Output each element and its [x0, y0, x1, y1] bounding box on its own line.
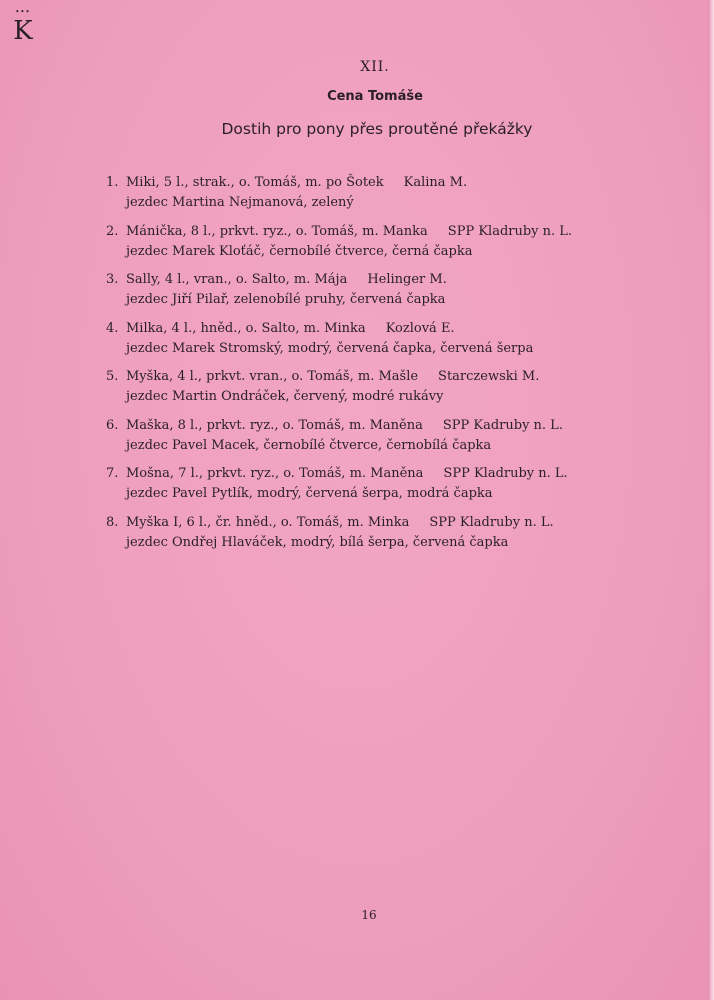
- entry-number: 6.: [106, 417, 119, 433]
- entry-horse: Milka, 4 l., hněd., o. Salto, m. Minka: [126, 320, 366, 336]
- entry-rider: jezdec Ondřej Hlaváček, modrý, bílá šerpa, červená čapka: [126, 534, 509, 550]
- entry-list: [106, 173, 666, 561]
- entry-horse: Myška I, 6 l., čr. hněd., o. Tomáš, m. Minka: [126, 514, 410, 530]
- entry-horse: Sally, 4 l., vran., o. Salto, m. Mája: [126, 272, 348, 287]
- entry-rider: jezdec Marek Stromský, modrý, červená čapka, červená šerpa: [126, 340, 534, 356]
- logo-letter: K: [13, 16, 33, 46]
- race-number: XII.: [360, 59, 390, 75]
- entry-owner: SPP Kladruby n. L.: [429, 514, 554, 530]
- entry-owner: SPP Kladruby n. L.: [443, 466, 568, 481]
- entry-item: [106, 464, 666, 504]
- race-title: Cena Tomáše: [327, 89, 423, 104]
- entry-item: [106, 367, 666, 407]
- archive-logo: [10, 8, 36, 50]
- entry-number: 4.: [106, 320, 119, 336]
- entry-rider: jezdec Martina Nejmanová, zelený: [126, 195, 354, 210]
- entry-item: [106, 319, 666, 359]
- entry-number: 1.: [106, 175, 119, 190]
- entry-horse: Mánička, 8 l., prkvt. ryz., o. Tomáš, m. Manka: [126, 223, 428, 239]
- entry-owner: Starczewski M.: [438, 369, 540, 384]
- entry-rider: jezdec Pavel Pytlík, modrý, červená šerpa, modrá čapka: [126, 486, 493, 501]
- entry-item: [106, 270, 666, 310]
- logo-dots: •••: [15, 8, 31, 16]
- entry-rider: jezdec Pavel Macek, černobílé čtverce, černobílá čapka: [126, 437, 492, 453]
- entry-number: 7.: [106, 466, 119, 481]
- entry-horse: Miki, 5 l., strak., o. Tomáš, m. po Šotek: [126, 175, 384, 190]
- entry-rider: jezdec Martin Ondráček, červený, modré rukávy: [126, 389, 444, 404]
- entry-owner: SPP Kadruby n. L.: [442, 417, 563, 433]
- page-edge: [708, 0, 714, 1000]
- entry-horse: Mošna, 7 l., prkvt. ryz., o. Tomáš, m. Maněna: [126, 466, 424, 481]
- race-subtitle: Dostih pro pony přes proutěné překážky: [221, 120, 533, 138]
- entry-number: 5.: [106, 369, 119, 384]
- entry-number: 8.: [106, 514, 119, 530]
- entry-horse: Myška, 4 l., prkvt. vran., o. Tomáš, m. Mašle: [126, 369, 419, 384]
- entry-owner: Kozlová E.: [385, 320, 455, 336]
- entry-rider: jezdec Jiří Pilař, zelenobílé pruhy, červená čapka: [126, 292, 446, 307]
- entry-owner: Helinger M.: [367, 272, 447, 287]
- entry-number: 3.: [106, 272, 119, 287]
- entry-owner: SPP Kladruby n. L.: [447, 223, 573, 239]
- entry-item: [106, 416, 666, 456]
- entry-item: [106, 513, 666, 553]
- page-number: 16: [361, 908, 377, 922]
- entry-rider: jezdec Marek Kloťáč, černobílé čtverce, černá čapka: [126, 243, 473, 259]
- entry-item: [106, 222, 666, 262]
- entry-horse: Maška, 8 l., prkvt. ryz., o. Tomáš, m. Maněna: [126, 417, 423, 433]
- entry-owner: Kalina M.: [403, 175, 468, 190]
- entry-number: 2.: [106, 223, 119, 239]
- entry-item: [106, 173, 666, 213]
